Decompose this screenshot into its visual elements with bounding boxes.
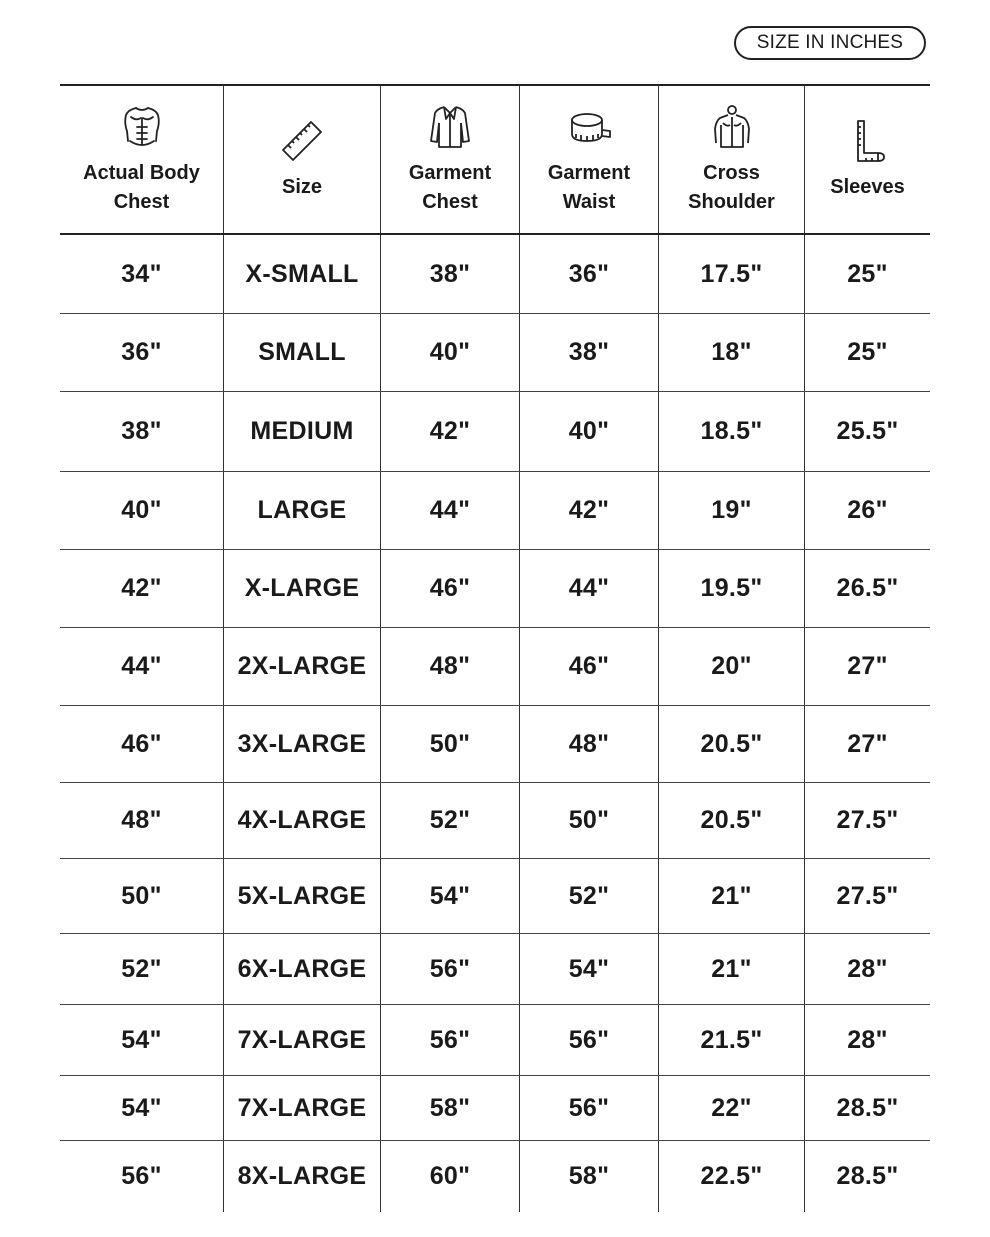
table-cell: 58" — [380, 1076, 519, 1140]
table-cell: 36" — [519, 235, 658, 313]
table-cell: 20.5" — [658, 706, 804, 782]
table-cell: 54" — [519, 934, 658, 1004]
table-row — [60, 1076, 930, 1141]
table-cell: 20" — [658, 628, 804, 705]
header-garment-waist — [519, 86, 658, 233]
table-row — [60, 550, 930, 628]
table-cell: 5X-LARGE — [223, 859, 380, 933]
table-cell: 38" — [519, 314, 658, 391]
table-cell: 8X-LARGE — [223, 1141, 380, 1212]
back-shoulder-icon — [708, 103, 756, 151]
table-row — [60, 314, 930, 392]
table-row — [60, 934, 930, 1005]
table-cell: 27" — [804, 706, 930, 782]
table-cell: 26.5" — [804, 550, 930, 627]
table-cell: 50" — [519, 783, 658, 858]
ruler-icon — [278, 117, 326, 165]
table-cell: 42" — [121, 574, 162, 602]
header-label: Sleeves — [830, 176, 905, 198]
table-cell: 58" — [519, 1141, 658, 1212]
table-cell: 44" — [519, 550, 658, 627]
table-cell: 22" — [658, 1076, 804, 1140]
table-cell: 56" — [519, 1005, 658, 1075]
table-cell: 27.5" — [804, 783, 930, 858]
table-row — [60, 392, 930, 472]
table-cell: 18.5" — [658, 392, 804, 471]
table-cell: 56" — [380, 934, 519, 1004]
table-row — [60, 1141, 930, 1212]
table-cell: 40" — [519, 392, 658, 471]
table-cell: 44" — [121, 652, 162, 680]
table-cell: 28" — [804, 1005, 930, 1075]
table-row — [60, 783, 930, 859]
table-cell: X-SMALL — [223, 235, 380, 313]
table-cell: 48" — [380, 628, 519, 705]
table-body — [60, 235, 930, 1212]
table-cell: 52" — [380, 783, 519, 858]
sleeve-ruler-icon — [844, 117, 892, 165]
table-cell: X-LARGE — [223, 550, 380, 627]
table-cell: LARGE — [223, 472, 380, 549]
table-cell: 38" — [121, 417, 162, 445]
table-cell: 25.5" — [804, 392, 930, 471]
table-cell: 50" — [380, 706, 519, 782]
table-cell: 56" — [380, 1005, 519, 1075]
size-unit-badge: SIZE IN INCHES — [734, 26, 926, 60]
header-garment-chest — [380, 86, 519, 233]
table-cell: 46" — [121, 729, 162, 758]
table-cell: 54" — [380, 859, 519, 933]
table-cell: 40" — [380, 314, 519, 391]
table-cell: 18" — [658, 314, 804, 391]
header-label: Cross Shoulder — [688, 161, 775, 213]
table-cell: 27" — [804, 628, 930, 705]
table-cell: 19.5" — [658, 550, 804, 627]
table-cell: 54" — [121, 1093, 162, 1122]
table-cell: 52" — [519, 859, 658, 933]
table-cell: 22.5" — [658, 1141, 804, 1212]
table-cell: 28" — [804, 934, 930, 1004]
table-cell: 42" — [519, 472, 658, 549]
table-row — [60, 1005, 930, 1076]
table-cell: 21.5" — [658, 1005, 804, 1075]
header-label: Size — [281, 176, 323, 198]
table-row — [60, 235, 930, 314]
table-cell: 52" — [121, 954, 162, 983]
table-cell: 17.5" — [658, 235, 804, 313]
table-cell: 42" — [380, 392, 519, 471]
header-size — [223, 86, 380, 233]
table-cell: 20.5" — [658, 783, 804, 858]
header-label: Actual Body Chest — [83, 161, 200, 213]
table-cell: 7X-LARGE — [223, 1005, 380, 1075]
header-row — [60, 84, 930, 235]
table-row — [60, 472, 930, 550]
table-cell: 25" — [804, 235, 930, 313]
header-sleeves — [804, 86, 930, 233]
header-cross-shoulder — [658, 86, 804, 233]
table-cell: 21" — [658, 859, 804, 933]
table-cell: 46" — [380, 550, 519, 627]
table-cell: 48" — [519, 706, 658, 782]
table-cell: 26" — [804, 472, 930, 549]
measuring-tape-icon — [565, 103, 613, 151]
header-actual-body-chest — [60, 86, 223, 233]
table-cell: 60" — [380, 1141, 519, 1212]
table-cell: 27.5" — [804, 859, 930, 933]
table-cell: 19" — [658, 472, 804, 549]
table-cell: 56" — [121, 1162, 162, 1190]
jacket-icon — [426, 103, 474, 151]
table-cell: 36" — [121, 338, 162, 366]
table-cell: 34" — [121, 259, 162, 288]
table-cell: MEDIUM — [223, 392, 380, 471]
table-row — [60, 859, 930, 934]
table-cell: 7X-LARGE — [223, 1076, 380, 1140]
table-cell: 28.5" — [804, 1141, 930, 1212]
table-cell: 2X-LARGE — [223, 628, 380, 705]
torso-icon — [118, 103, 166, 151]
table-cell: 21" — [658, 934, 804, 1004]
table-cell: 56" — [519, 1076, 658, 1140]
table-cell: SMALL — [223, 314, 380, 391]
table-cell: 38" — [380, 235, 519, 313]
header-label: Garment Waist — [547, 161, 631, 213]
table-cell: 4X-LARGE — [223, 783, 380, 858]
table-cell: 48" — [121, 806, 162, 834]
table-cell: 46" — [519, 628, 658, 705]
table-cell: 28.5" — [804, 1076, 930, 1140]
table-row — [60, 628, 930, 706]
table-row — [60, 706, 930, 783]
table-cell: 40" — [121, 496, 162, 524]
table-cell: 3X-LARGE — [223, 706, 380, 782]
table-cell: 54" — [121, 1025, 162, 1054]
table-cell: 50" — [121, 881, 162, 910]
table-cell: 6X-LARGE — [223, 934, 380, 1004]
header-label: Garment Chest — [408, 161, 492, 213]
table-cell: 25" — [804, 314, 930, 391]
size-chart-table — [60, 84, 930, 1212]
table-cell: 44" — [380, 472, 519, 549]
